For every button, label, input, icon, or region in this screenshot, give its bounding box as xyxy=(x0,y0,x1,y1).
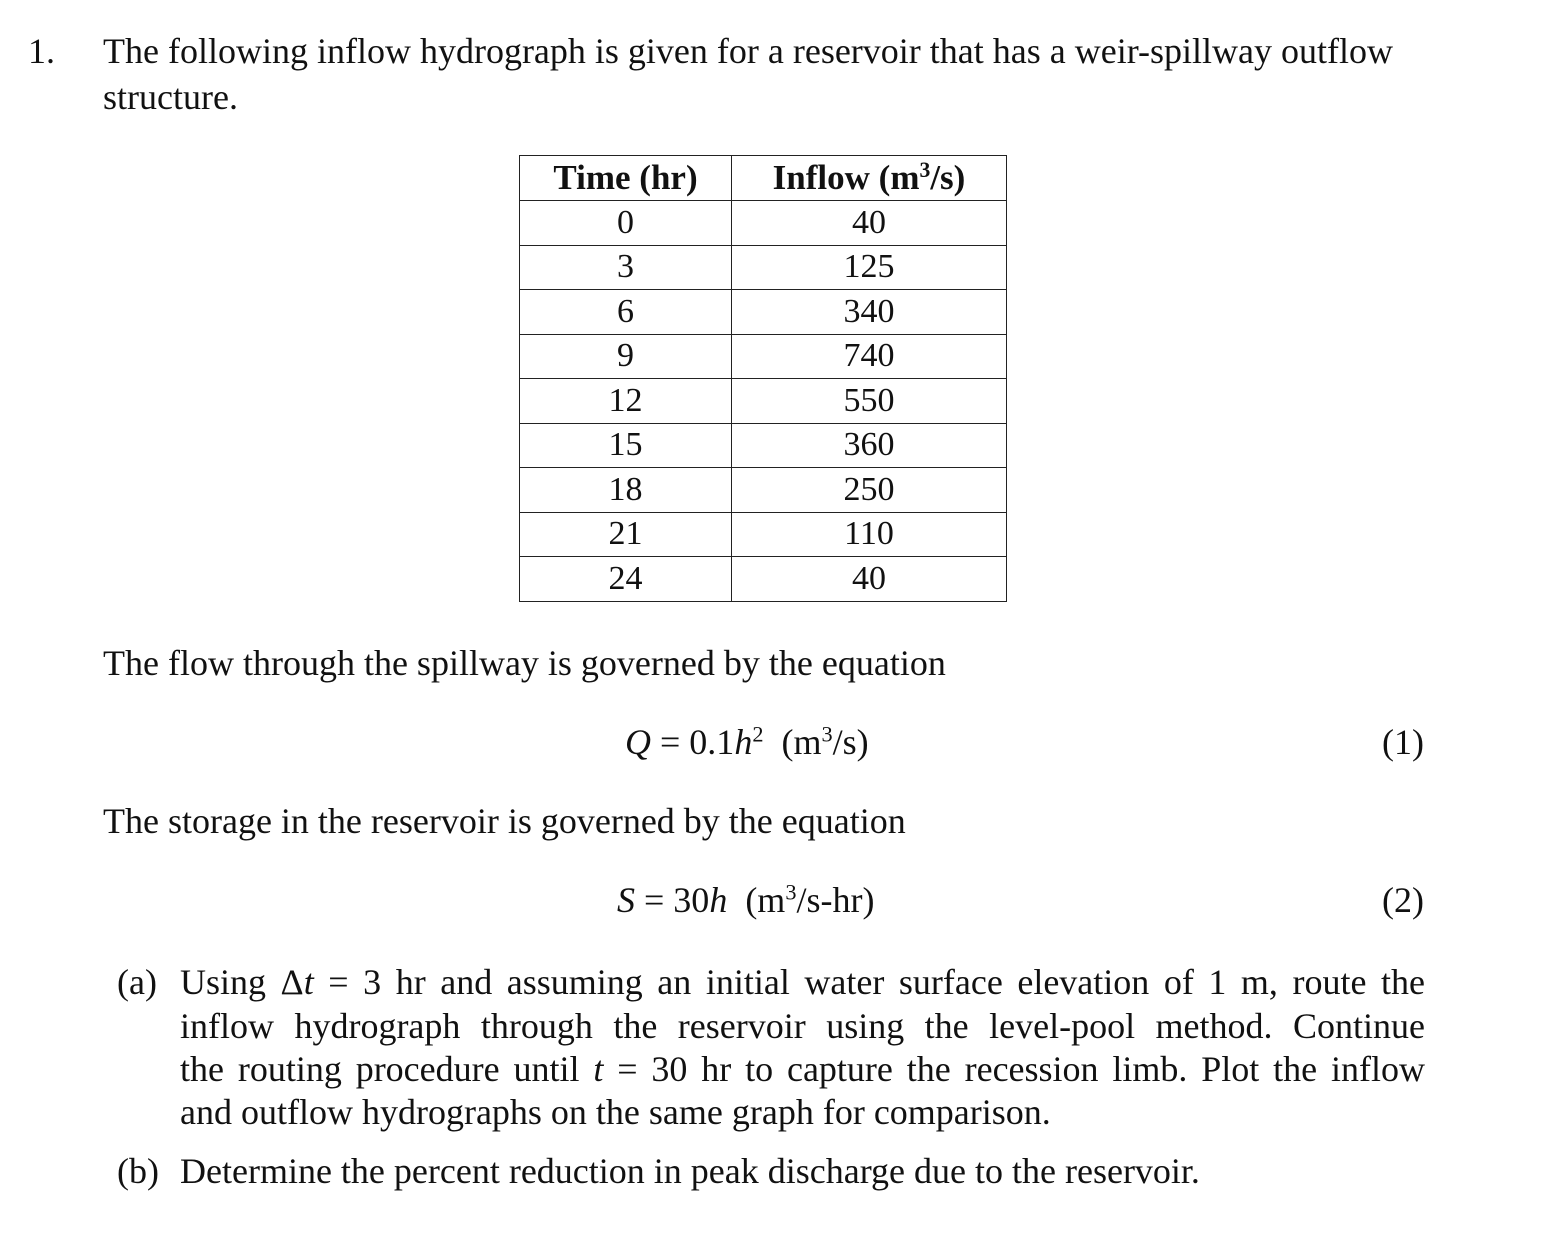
table-row xyxy=(520,379,1007,424)
inflow-hydrograph-table xyxy=(519,155,1007,602)
part-a-line-3: the routing procedure until t = 30 hr to capture the recession limb. Plot the inflow xyxy=(180,1049,1425,1089)
spillway-equation-intro: The flow through the spillway is governed by the equation xyxy=(103,643,946,683)
header-time: Time (hr) xyxy=(520,156,732,201)
inflow-cell: 110 xyxy=(732,512,1007,557)
inflow-cell: 360 xyxy=(732,423,1007,468)
time-cell: 3 xyxy=(520,245,732,290)
inflow-cell: 40 xyxy=(732,557,1007,602)
inflow-cell: 40 xyxy=(732,201,1007,246)
time-cell: 0 xyxy=(520,201,732,246)
part-a-label: (a) xyxy=(117,962,157,1002)
problem-intro-line-2: structure. xyxy=(103,77,238,117)
table-row xyxy=(520,201,1007,246)
part-b-label: (b) xyxy=(117,1151,159,1191)
table-header-row xyxy=(520,156,1007,201)
table-row xyxy=(520,512,1007,557)
part-a-line-1: Using Δt = 3 hr and assuming an initial water surface elevation of 1 m, route the xyxy=(180,962,1425,1002)
storage-equation-intro: The storage in the reservoir is governed by the equation xyxy=(103,801,906,841)
time-cell: 21 xyxy=(520,512,732,557)
header-inflow: Inflow $(m^3/s)$ xyxy=(732,156,1007,201)
part-a-line-4: and outflow hydrographs on the same graph for comparison. xyxy=(180,1092,1051,1132)
time-cell: 15 xyxy=(520,423,732,468)
time-cell: 6 xyxy=(520,290,732,335)
table-row xyxy=(520,557,1007,602)
inflow-cell: 125 xyxy=(732,245,1007,290)
table-row xyxy=(520,290,1007,335)
inflow-cell: 250 xyxy=(732,468,1007,513)
problem-number: 1. xyxy=(28,31,55,71)
equation-number-1: (1) xyxy=(1382,722,1424,762)
time-cell: 12 xyxy=(520,379,732,424)
problem-intro-line-1: The following inflow hydrograph is given for a reservoir that has a weir-spillway outflow xyxy=(103,31,1393,71)
table-row xyxy=(520,468,1007,513)
time-cell: 24 xyxy=(520,557,732,602)
inflow-cell: 740 xyxy=(732,334,1007,379)
part-b-line-1: Determine the percent reduction in peak discharge due to the reservoir. xyxy=(180,1151,1200,1191)
inflow-cell: 340 xyxy=(732,290,1007,335)
inflow-cell: 550 xyxy=(732,379,1007,424)
equation-number-2: (2) xyxy=(1382,880,1424,920)
time-cell: 9 xyxy=(520,334,732,379)
table-row xyxy=(520,334,1007,379)
spillway-equation: $Q = 0.1h^2$ $(m^3/s)$ xyxy=(625,721,869,762)
storage-equation: S = 30h $(m^3/s-hr)$ xyxy=(617,879,875,920)
time-cell: 18 xyxy=(520,468,732,513)
table-row xyxy=(520,423,1007,468)
part-a-line-2: inflow hydrograph through the reservoir using the level-pool method. Continue xyxy=(180,1006,1425,1046)
table-row xyxy=(520,245,1007,290)
